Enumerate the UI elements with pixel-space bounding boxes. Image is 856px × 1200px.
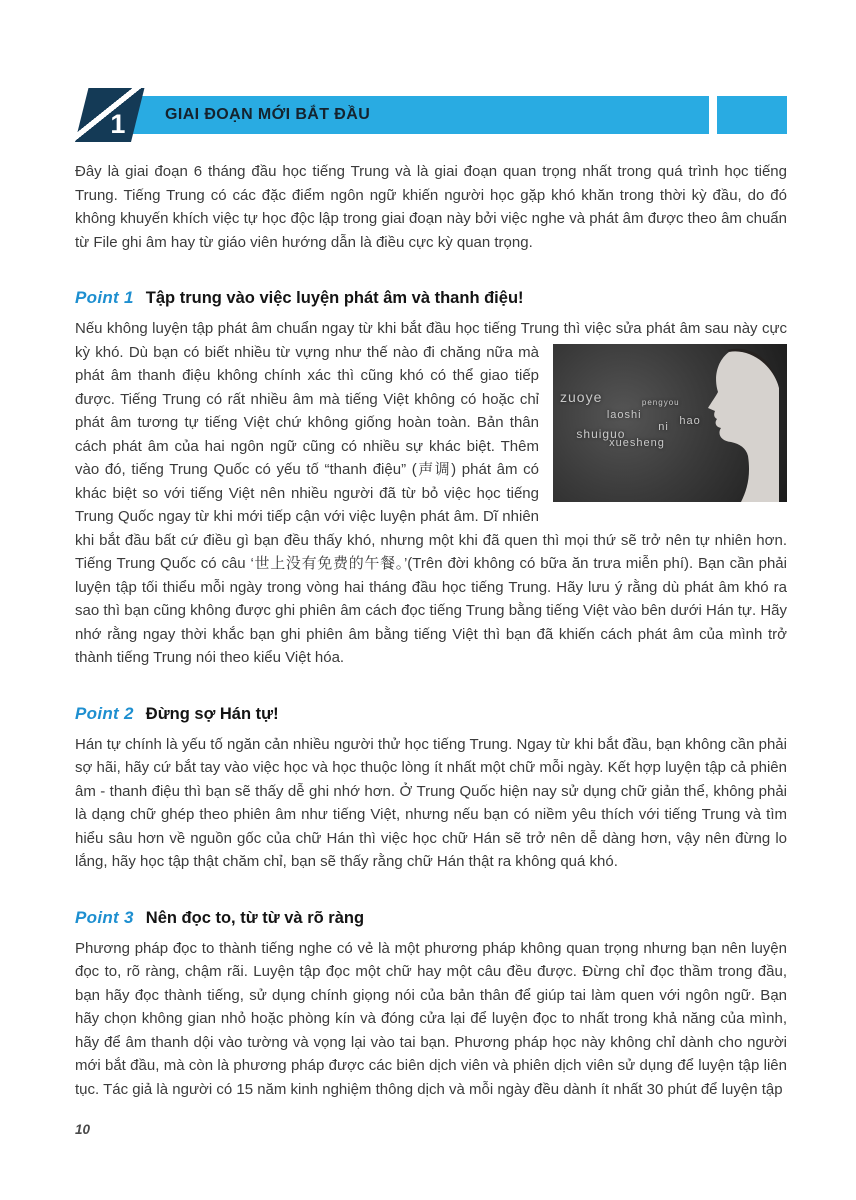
point-1-heading [75,282,787,310]
page-number: 10 [75,1122,91,1137]
chapter-number: 1 [110,109,126,139]
point-3-title: Nên đọc to, từ từ và rõ ràng [145,908,365,927]
intro-paragraph: Đây là giai đoạn 6 tháng đầu học tiếng Trung và là giai đoạn quan trọng nhất trong quá trình học tiếng Trung. Tiếng Trung có các đặc điểm ngôn ngữ khiến người học gặp khó khăn trong thời kỳ đầu, do đó không khuyến khích việc tự học độc lập trong giai đoạn này bởi việc nghe và phát âm được theo âm chuẩn từ File ghi âm hay từ giáo viên hướng dẫn là điều cực kỳ quan trọng. [75,163,787,251]
point-2-title: Đừng sợ Hán tự! [145,704,279,723]
point-1-body [75,317,787,670]
point-2-label: Point 2 [75,703,134,723]
point-1-title: Tập trung vào việc luyện phát âm và thanh điệu! [145,289,524,307]
point-2-section [75,698,787,874]
chapter-header [75,88,787,142]
header-accent-bar [87,96,709,134]
point-1-label: Point 1 [75,288,134,307]
point-2-body: Hán tự chính là yếu tố ngăn cản nhiều người thử học tiếng Trung. Ngay từ khi bắt đầu, bạn không cần phải sợ hãi, hãy cứ bắt tay vào việc học và học thuộc lòng ít nhất một chữ mỗi ngày. Kết hợp luyện tập cả phiên âm - thanh điệu thì bạn sẽ thấy dễ ghi nhớ hơn. Ở Trung Quốc hiện nay sử dụng chữ giản thể, không phải là dạng chữ ghép theo phiên âm như tiếng Việt, nhưng nếu bạn có niềm yêu thích với tiếng Trung và tìm hiểu sâu hơn về nguồn gốc của chữ Hán thì việc học chữ Hán sẽ trở nên dễ dàng hơn, vậy nên đừng lo lắng, hãy học tập thật chăm chỉ, bạn sẽ thấy rằng chữ Hán thật ra không quá khó. [75,735,787,870]
point-3-heading [75,902,787,930]
point-1-body-lead: Nếu không luyện tập phát âm chuẩn ngay từ khi bắt đầu học tiếng Trung thì việc sửa phát âm sau này cực kỳ khó. [75,320,787,361]
pinyin-word: xuesheng [609,436,665,449]
point-1-body-rest: Dù bạn có biết nhiều từ vựng như thế nào đi chăng nữa mà phát âm thanh điệu không chính xác thì cũng khó có thể giao tiếp được. Tiếng Trung có rất nhiều âm mà tiếng Việt không có hoặc chỉ phát âm tương tự tiếng Việt chứ không giống hoàn toàn. Bản thân cách phát âm của hai ngôn ngữ cũng có nhiều sự khác biệt. Thêm vào đó, tiếng Trung Quốc có yếu tố “thanh điệu” (声调) phát âm có khác biệt so với tiếng Việt nên nhiều người đã từ bỏ việc học tiếng Trung Quốc ngay từ khi mới tiếp cận với việc luyện phát âm. Dĩ nhiên khi bắt đầu bất cứ điều gì bạn đều thấy khó, nhưng một khi đã quen thì mọi thứ sẽ trở nên tự nhiên hơn. Tiếng Trung Quốc có câu ‘世上没有免费的午餐。’(Trên đời không có bữa ăn trưa miễn phí). Bạn cần phải luyện tập tối thiểu mỗi ngày trong vòng hai tháng đầu học tiếng Trung. Hãy lưu ý rằng dù phát âm khó ra sao thì bạn cũng không được ghi phiên âm cách đọc tiếng Trung bằng tiếng Việt vào bên dưới Hán tự. Hãy nhớ rằng ngay thời khắc bạn ghi phiên âm bằng tiếng Việt thì bạn đã khiến cách phát âm của mình trở thành tiếng Trung nói theo kiểu Việt hóa. [75,343,787,666]
header-accent-endcap [717,96,787,134]
pinyin-word: laoshi [606,408,642,421]
point-2-heading [75,698,787,726]
pinyin-word: hao [679,414,701,427]
pinyin-word: shuiguo [576,426,626,441]
pinyin-word: pengyou [641,397,680,407]
point-3-label: Point 3 [75,907,134,927]
point-1-section [75,282,787,670]
pinyin-photo [553,344,787,502]
pinyin-word: zuoye [560,389,603,406]
chapter-title: GIAI ĐOẠN MỚI BẮT ĐẦU [165,106,371,123]
point-3-section [75,902,787,1102]
pinyin-word: ni [658,421,669,434]
point-3-body: Phương pháp đọc to thành tiếng nghe có vẻ là một phương pháp không quan trọng nhưng bạn nên luyện đọc to, rõ ràng, chậm rãi. Luyện tập đọc một chữ hay một câu đều được. Đừng chỉ đọc thầm trong đầu, bạn hãy đọc thành tiếng, sử dụng chính giọng nói của bản thân để giúp tai làm quen với ngôn ngữ. Bạn hãy chọn không gian nhỏ hoặc phòng kín và đóng cửa lại để luyện đọc to nhất trong khả năng của mình, hãy để âm thanh dội vào tường và vọng lại vào tai bạn. Phương pháp học này không chỉ dành cho người mới bắt đầu, mà còn là phương pháp được các biên dịch viên và phiên dịch viên sử dụng để luyện tập liên tục. Tác giả là người có 15 năm kinh nghiệm thông dịch và mỗi ngày đều dành ít nhất 30 phút để luyện tập [75,939,787,1098]
